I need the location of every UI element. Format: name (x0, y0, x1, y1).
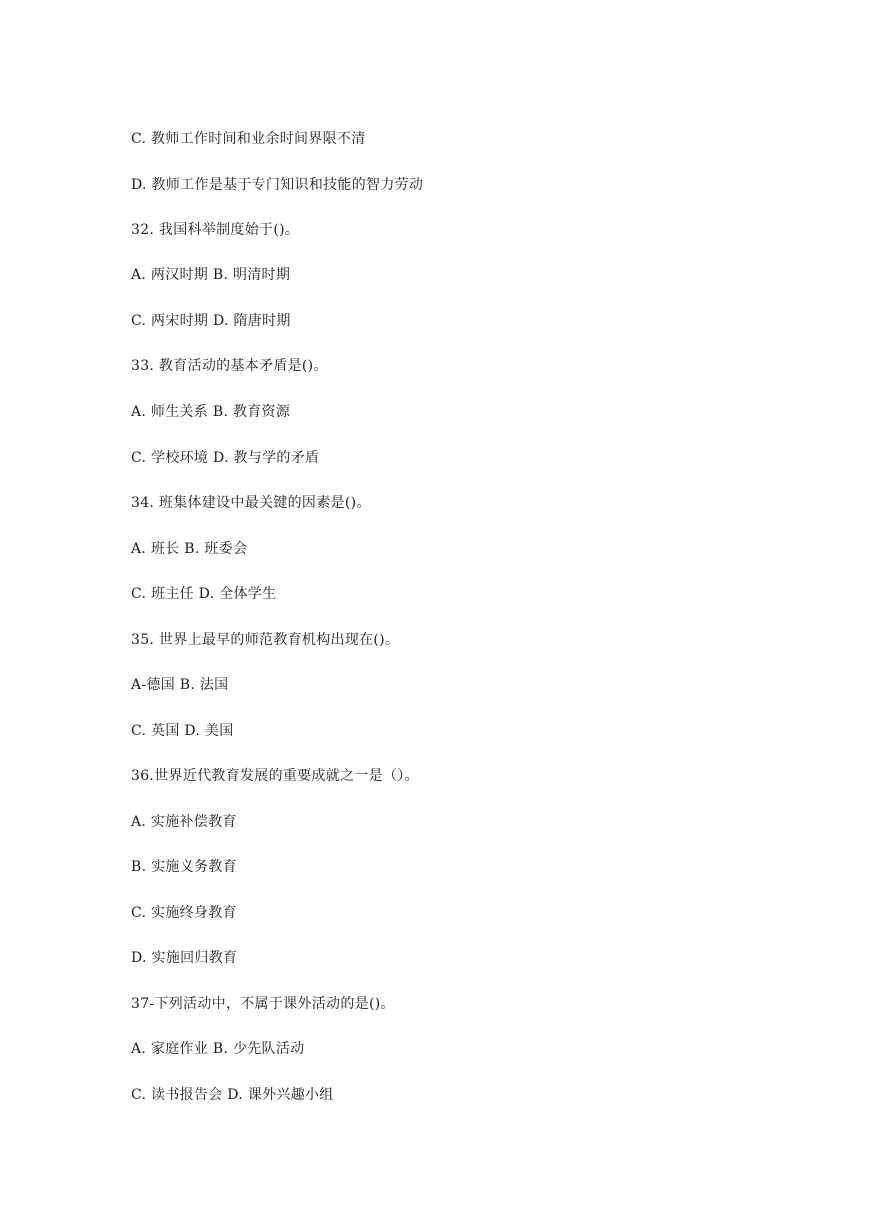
question-35: 35. 世界上最早的师范教育机构出现在()。 (131, 632, 400, 648)
options-32-cd: C. 两宋时期 D. 隋唐时期 (131, 313, 291, 329)
options-33-cd: C. 学校环境 D. 教与学的矛盾 (131, 450, 320, 466)
options-34-cd: C. 班主任 D. 全体学生 (131, 586, 277, 602)
options-32-ab: A. 两汉时期 B. 明清时期 (131, 267, 291, 283)
option-36a: A. 实施补偿教育 (131, 814, 237, 830)
question-34: 34. 班集体建设中最关键的因素是()。 (131, 495, 371, 511)
question-33: 33. 教育活动的基本矛盾是()。 (131, 358, 328, 374)
options-37-ab: A. 家庭作业 B. 少先队活动 (131, 1041, 305, 1057)
options-34-ab: A. 班长 B. 班委会 (131, 541, 248, 557)
option-31c: C. 教师工作时间和业余时间界限不清 (131, 131, 366, 147)
option-36b: B. 实施义务教育 (131, 859, 237, 875)
question-37: 37-下列活动中，不属于课外活动的是()。 (131, 996, 395, 1012)
question-32: 32. 我国科举制度始于()。 (131, 222, 300, 238)
options-33-ab: A. 师生关系 B. 教育资源 (131, 404, 291, 420)
options-35-cd: C. 英国 D. 美国 (131, 723, 234, 739)
option-36c: C. 实施终身教育 (131, 905, 237, 921)
options-37-cd: C. 读书报告会 D. 课外兴趣小组 (131, 1087, 334, 1103)
options-35-ab: A-德国 B. 法国 (131, 677, 229, 693)
question-36: 36.世界近代教育发展的重要成就之一是（）。 (131, 768, 419, 784)
option-36d: D. 实施回归教育 (131, 950, 238, 966)
option-31d: D. 教师工作是基于专门知识和技能的智力劳动 (131, 177, 424, 193)
